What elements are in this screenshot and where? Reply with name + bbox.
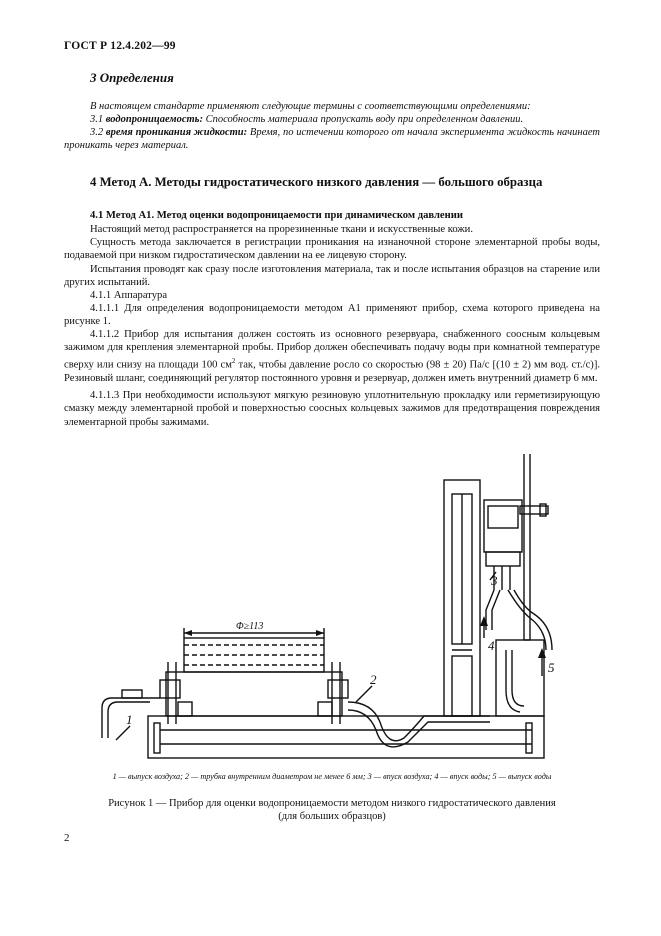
paragraph-4-1-1-2-part-a: 4.1.1.2 Прибор для испытания должен состоять из основного резервуара, снабженного соосным кольцевым зажимом для крепления элементарной пробы. Прибор должен обеспечивать подачу воды при комнатной температуре сверху или снизу на площади 100 см	[64, 329, 600, 371]
definition-2-text: Время, по истечении которого от начала эксперимента жидкость начинает проникать через материал.	[64, 127, 600, 152]
paragraph-essence: Сущность метода заключается в регистрации проникания на изнаночной стороне элементарной пробы воды, подаваемой при низком гидростатическом давлении на ее лицевую сторону.	[64, 237, 600, 262]
level-column	[444, 480, 480, 716]
paragraph-4-1-1-2-part-b: так, чтобы давление росло со скоростью (98 ± 20) Па/с [(10 ± 2) мм вод. ст./с)]. Резиновый шланг, соединяющий регулятор постоянного уровня и резервуар, должен иметь внутренний диаметр 6 мм.	[64, 359, 600, 384]
callout-2: 2	[370, 672, 377, 687]
document-header: ГОСТ Р 12.4.202—99	[64, 40, 176, 52]
level-regulator	[484, 500, 522, 590]
figure-caption-line-2: (для больших образцов)	[278, 810, 386, 822]
air-outlet	[102, 690, 160, 740]
paragraph-4-1-1-2	[64, 328, 600, 385]
water-inlet-arrow	[480, 616, 495, 653]
support-stand	[496, 454, 548, 716]
rubber-hose	[348, 672, 490, 747]
section-4-title: 4 Метод А. Методы гидростатического низкого давления — большого образца	[90, 175, 543, 189]
figure-caption	[64, 798, 600, 823]
paragraph-scope: Настоящий метод распространяется на прорезиненные ткани и искусственные кожи.	[90, 224, 473, 235]
definitions-intro: В настоящем стандарте применяют следующие термины с соответствующими определениями:	[90, 101, 531, 112]
paragraph-apparatus-heading: 4.1.1 Аппаратура	[90, 290, 168, 301]
main-reservoir	[160, 638, 348, 724]
definition-2	[64, 126, 600, 153]
paragraph-4-1-1-1: 4.1.1.1 Для определения водопроницаемости методом А1 применяют прибор, схема которого приведена на рисунке 1.	[64, 303, 600, 328]
definition-1	[90, 113, 600, 126]
page-number: 2	[64, 832, 70, 844]
superscript: 2	[231, 356, 236, 365]
callout-3-group	[490, 572, 498, 588]
paragraph-testing: Испытания проводят как сразу после изготовления материала, так и после испытания образцов на старение или других испытаний.	[64, 264, 600, 289]
definition-1-term: водопроницаемость:	[105, 114, 203, 125]
figure-caption-line-1: Рисунок 1 — Прибор для оценки водопроницаемости методом низкого гидростатического давления	[108, 798, 556, 809]
definition-1-text: Способность материала пропускать воду при определенном давлении.	[205, 114, 524, 125]
callout-1: 1	[126, 712, 133, 727]
definition-1-number: 3.1	[90, 114, 104, 125]
section-3-title: 3 Определения	[90, 70, 174, 85]
callout-4: 4	[488, 638, 495, 653]
apparatus-figure	[0, 440, 661, 770]
definition-2-number: 3.2	[90, 127, 104, 138]
definition-2-term: время проникания жидкости:	[105, 127, 248, 138]
diameter-label: Φ≥113	[236, 621, 264, 632]
callout-3: 3	[491, 573, 498, 588]
figure-legend: 1 — выпуск воздуха; 2 — трубка внутренним диаметром не менее 6 мм; 3 — впуск воздуха; 4 — впуск воды; 5 — выпуск воды	[112, 772, 552, 781]
paragraph-4-1-1-3: 4.1.1.3 При необходимости используют мягкую резиновую уплотнительную прокладку или герметизирующую смазку между элементарной пробой и поверхностью соосных кольцевых зажимов для предотвращения повреждения элементарной пробы зажимами.	[64, 390, 600, 428]
subsection-4-1-title: 4.1 Метод А1. Метод оценки водопроницаемости при динамическом давлении	[90, 210, 463, 221]
diameter-dimension	[184, 621, 324, 638]
callout-5: 5	[548, 660, 555, 675]
water-outlet-arrow	[538, 648, 555, 676]
